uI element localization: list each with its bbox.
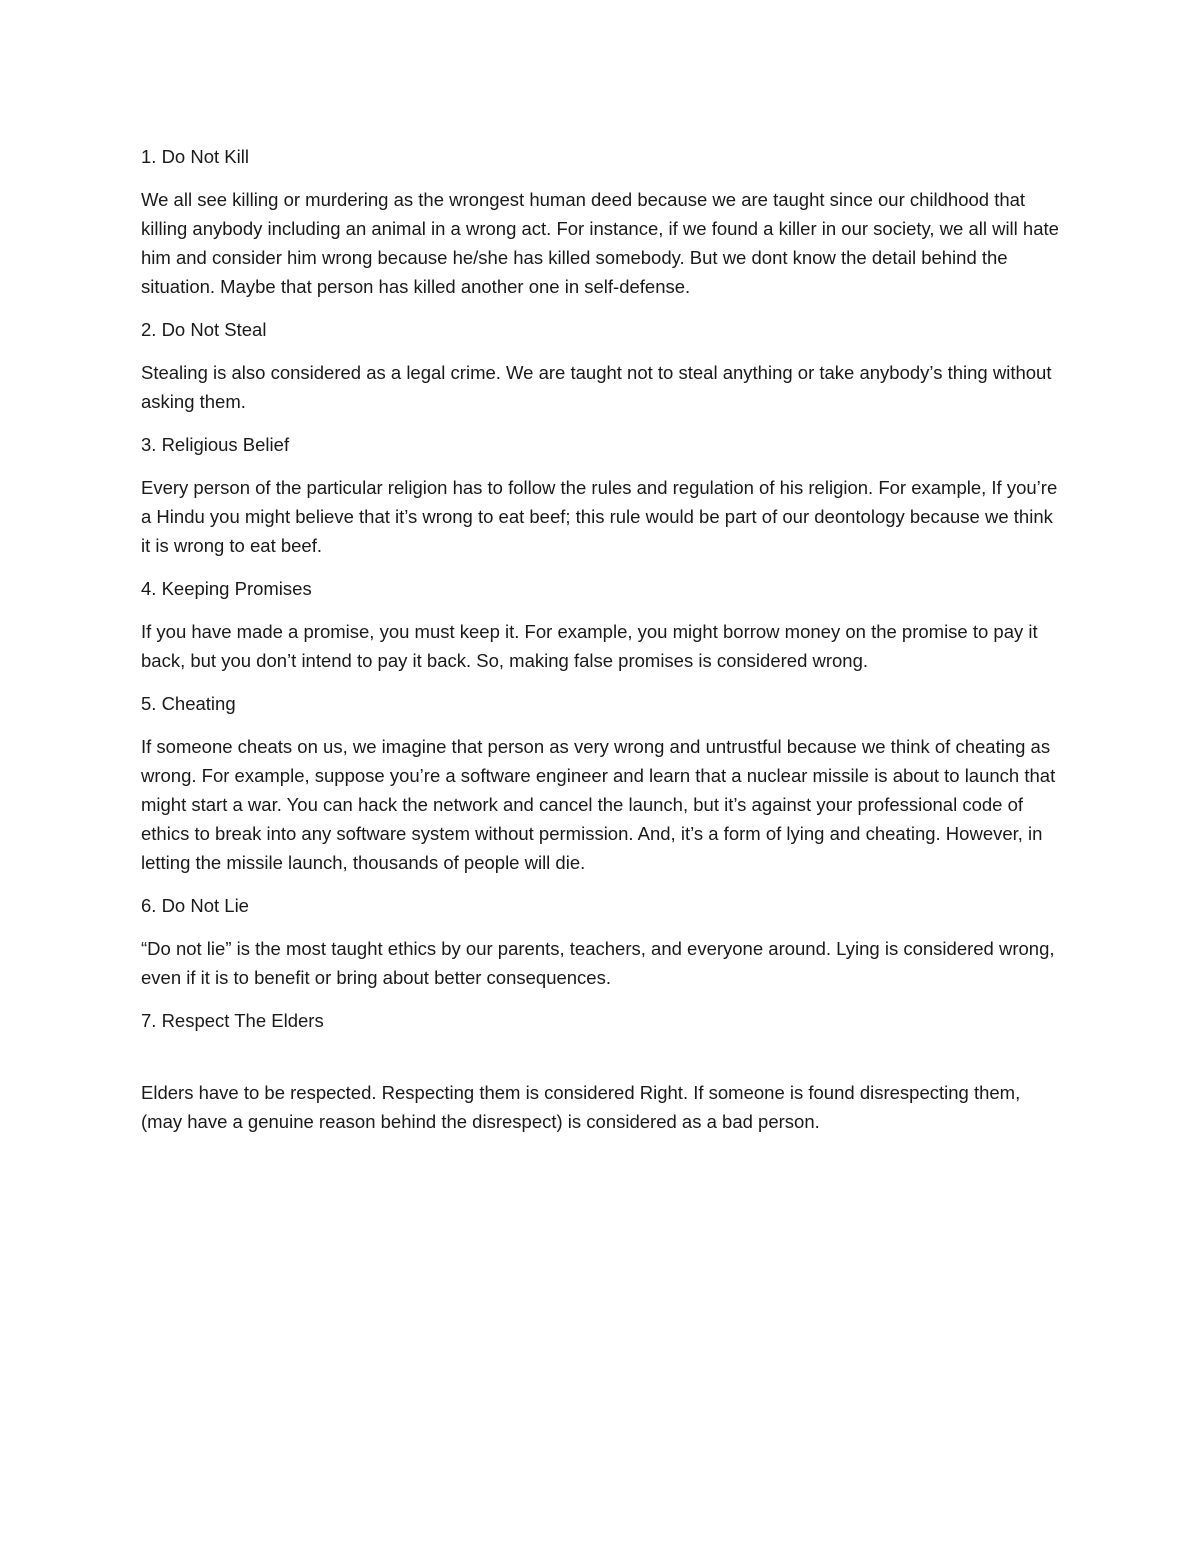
section-heading-cheating: 5. Cheating	[141, 693, 236, 714]
section-heading-do-not-lie: 6. Do Not Lie	[141, 895, 249, 916]
section-heading-do-not-steal: 2. Do Not Steal	[141, 319, 267, 340]
section-body-respect-the-elders: Elders have to be respected. Respecting them is considered Right. If someone is found disrespecting them, (may have a genuine reason behind the disrespect) is considered as a bad person.	[141, 1082, 1021, 1132]
section-heading-do-not-kill: 1. Do Not Kill	[141, 146, 249, 167]
section-body-do-not-lie: “Do not lie” is the most taught ethics by our parents, teachers, and everyone around. Lying is considered wrong, even if it is to benefit or bring about better consequences.	[141, 938, 1055, 988]
section-body-do-not-kill: We all see killing or murdering as the wrongest human deed because we are taught since our childhood that killing anybody including an animal in a wrong act. For instance, if we found a killer in our society, we all will hate him and consider him wrong because he/she has killed somebody. But we dont know the detail behind the situation. Maybe that person has killed another one in self-defense.	[141, 189, 1059, 297]
section-heading-respect-the-elders: 7. Respect The Elders	[141, 1010, 324, 1031]
section-heading-religious-belief: 3. Religious Belief	[141, 434, 290, 455]
section-body-keeping-promises: If you have made a promise, you must keep it. For example, you might borrow money on the promise to pay it back, but you don’t intend to pay it back. So, making false promises is considered wrong.	[141, 621, 1038, 671]
section-body-cheating: If someone cheats on us, we imagine that person as very wrong and untrustful because we think of cheating as wrong. For example, suppose you’re a software engineer and learn that a nuclear missile is about to launch that might start a war. You can hack the network and cancel the launch, but it’s against your professional code of ethics to break into any software system without permission. And, it’s a form of lying and cheating. However, in letting the missile launch, thousands of people will die.	[141, 736, 1056, 873]
section-body-do-not-steal: Stealing is also considered as a legal crime. We are taught not to steal anything or take anybody’s thing without asking them.	[141, 362, 1052, 412]
section-heading-keeping-promises: 4. Keeping Promises	[141, 578, 312, 599]
section-body-religious-belief: Every person of the particular religion has to follow the rules and regulation of his religion. For example, If you’re a Hindu you might believe that it’s wrong to eat beef; this rule would be part of our deontology because we think it is wrong to eat beef.	[141, 477, 1058, 556]
document-page	[141, 142, 1061, 1150]
